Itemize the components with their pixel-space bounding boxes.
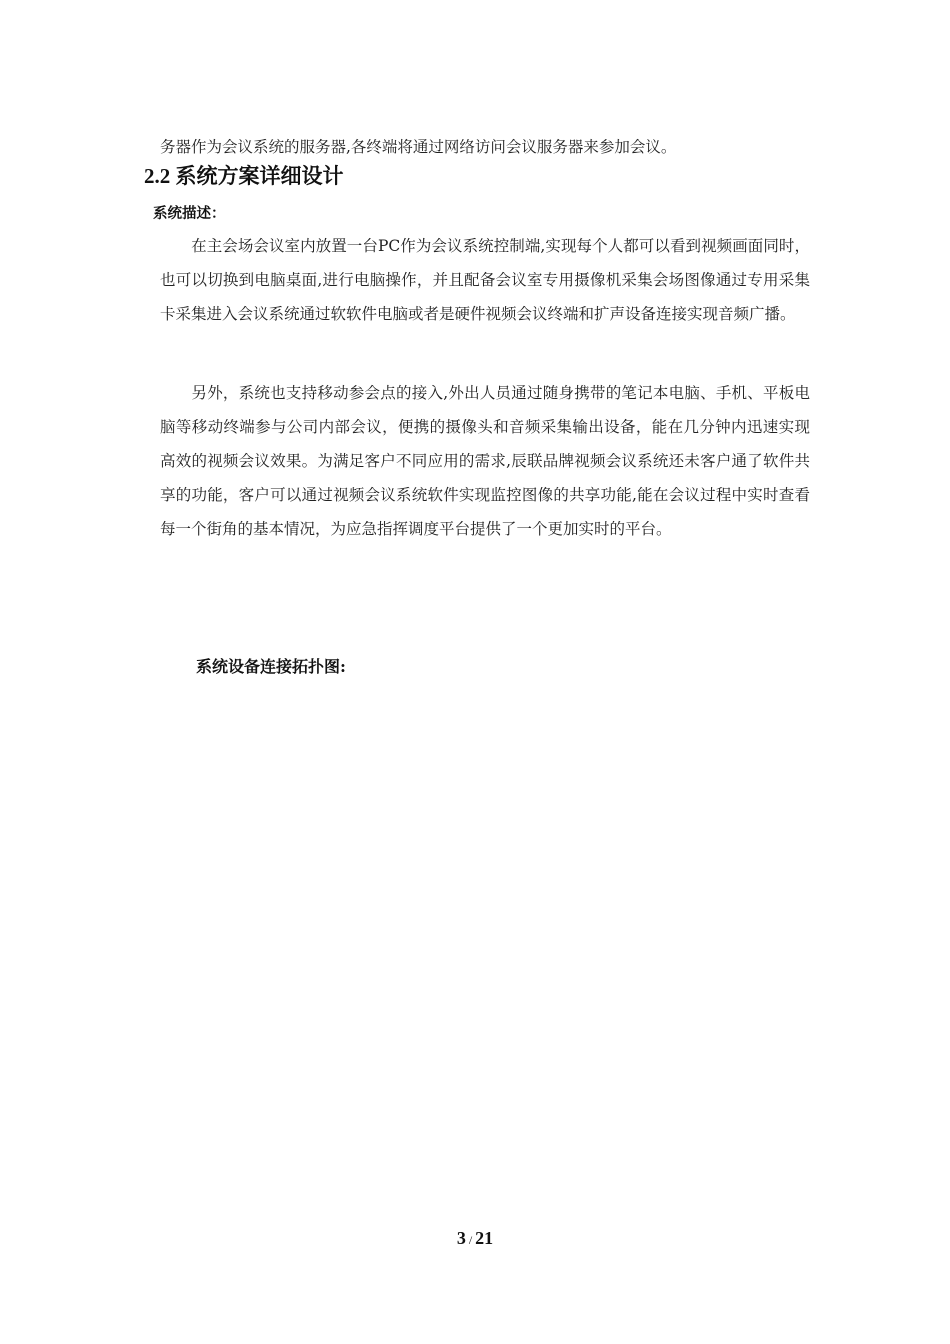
paragraph-main-venue: 在主会场会议室内放置一台PC作为会议系统控制端,实现每个人都可以看到视频画面同时，也可以切换到电脑桌面,进行电脑操作，并且配备会议室专用摄像机采集会场图像通过专用采集卡采集进入会议系统通过软软件电脑或者是硬件视频会议终端和扩声设备连接实现音频广播。 <box>160 237 810 323</box>
continuation-text: 务器作为会议系统的服务器,各终端将通过网络访问会议服务器来参加会议。 <box>160 138 677 156</box>
page-separator: / <box>468 1233 473 1247</box>
paragraph-mobile-access: 另外，系统也支持移动参会点的接入,外出人员通过随身携带的笔记本电脑、手机、平板电脑等移动终端参与公司内部会议，便携的摄像头和音频采集输出设备，能在几分钟内迅速实现高效的视频会议效果。为满足客户不同应用的需求,辰联品牌视频会议系统还未客户通了软件共享的功能，客户可以通过视频会议系统软件实现监控图像的共享功能,能在会议过程中实时查看每一个街角的基本情况，为应急指挥调度平台提供了一个更加实时的平台。 <box>160 384 810 538</box>
page-total: 21 <box>475 1228 494 1248</box>
page-number <box>0 1228 950 1249</box>
system-description-label: 系统描述： <box>153 205 226 222</box>
topology-diagram-label: 系统设备连接拓扑图: <box>196 657 346 676</box>
section-heading: 2.2 系统方案详细设计 <box>144 164 344 188</box>
page-current: 3 <box>456 1228 466 1248</box>
